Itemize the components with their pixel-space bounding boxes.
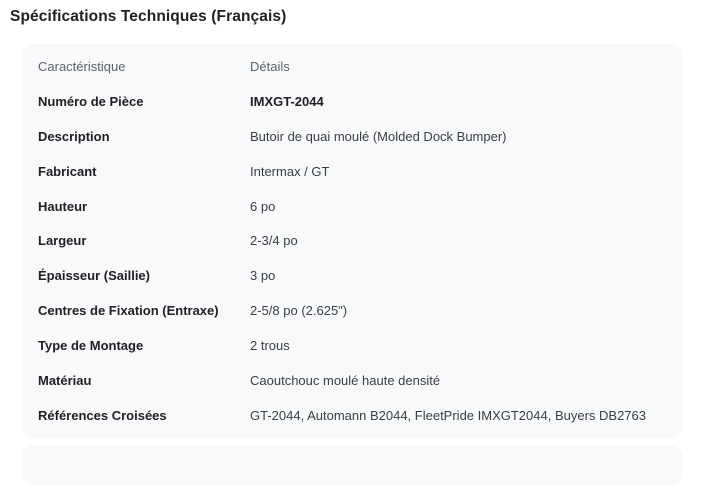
spec-label: Épaisseur (Saillie) xyxy=(38,268,150,284)
spec-label: Matériau xyxy=(38,372,92,388)
spec-label: Description xyxy=(38,128,110,144)
table-row xyxy=(22,154,683,189)
spec-value: 2-3/4 po xyxy=(250,233,298,249)
column-header-details: Détails xyxy=(250,58,290,74)
page-title: Spécifications Techniques (Français) xyxy=(10,8,287,25)
table-row xyxy=(22,328,683,363)
table-header-row xyxy=(22,49,683,84)
spec-value: 2 trous xyxy=(250,338,290,354)
spec-value: GT-2044, Automann B2044, FleetPride IMXGT2044, Buyers DB2763 xyxy=(250,407,646,423)
spec-value: IMXGT-2044 xyxy=(250,93,324,109)
table-row xyxy=(22,398,683,433)
spec-value: 2-5/8 po (2.625") xyxy=(250,303,348,319)
spec-label: Hauteur xyxy=(38,198,88,214)
spec-value: Intermax / GT xyxy=(250,163,330,179)
spec-value: 3 po xyxy=(250,268,276,284)
spec-value: 6 po xyxy=(250,198,276,214)
next-section-container xyxy=(22,445,683,485)
table-row xyxy=(22,293,683,328)
spec-label: Fabricant xyxy=(38,163,97,179)
spec-label: Type de Montage xyxy=(38,338,144,354)
spec-label: Références Croisées xyxy=(38,407,167,423)
table-row xyxy=(22,223,683,258)
spec-value: Butoir de quai moulé (Molded Dock Bumper) xyxy=(250,128,507,144)
table-row xyxy=(22,119,683,154)
spec-label: Numéro de Pièce xyxy=(38,93,144,109)
table-row xyxy=(22,258,683,293)
spec-label: Centres de Fixation (Entraxe) xyxy=(38,303,219,319)
spec-value: Caoutchouc moulé haute densité xyxy=(250,372,441,388)
table-row xyxy=(22,363,683,398)
table-row xyxy=(22,189,683,224)
spec-label: Largeur xyxy=(38,233,87,249)
table-row xyxy=(22,84,683,119)
spec-table-container xyxy=(22,44,683,439)
column-header-feature: Caractéristique xyxy=(38,58,126,74)
